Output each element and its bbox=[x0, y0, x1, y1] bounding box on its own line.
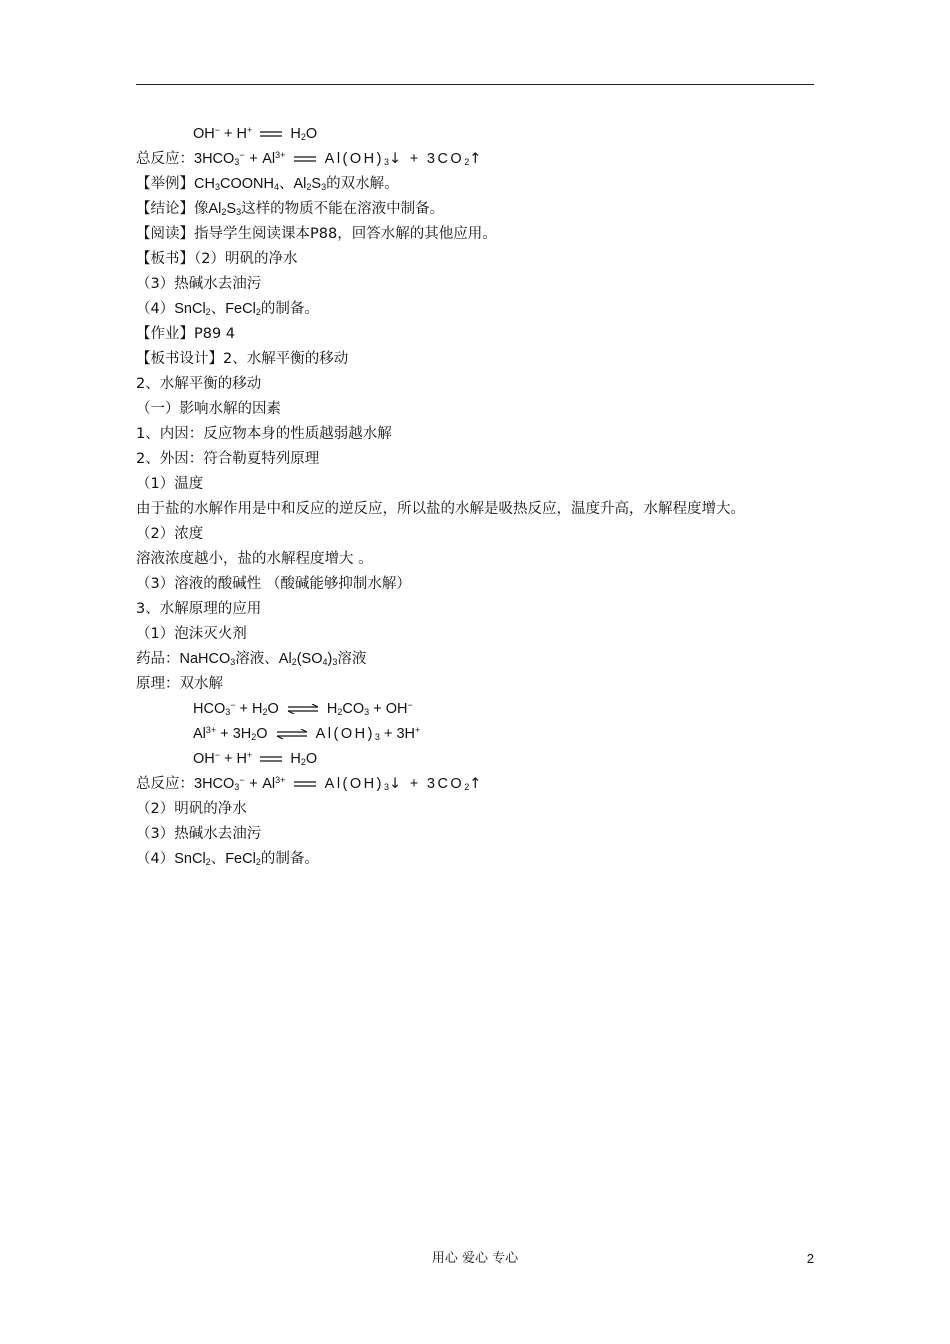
preparation-line: （4）SnCl$_2$、FeCl$_2$的制备。 bbox=[136, 301, 319, 317]
principle-line: 原理：双水解 bbox=[136, 676, 223, 692]
equation-neutralization: OH− + H+ $H_2O$ bbox=[193, 125, 318, 142]
board-design-line: 【板书设计】2、水解平衡的移动 bbox=[136, 351, 349, 367]
homework-line: 【作业】P89 4 bbox=[136, 326, 236, 342]
equals-sign-icon bbox=[260, 755, 282, 763]
hot-alkali-line: （3）热碱水去油污 bbox=[136, 276, 262, 292]
equals-sign-icon bbox=[260, 130, 282, 138]
subsection-heading: （一）影响水解的因素 bbox=[136, 401, 281, 417]
hot-alkali-line-2: （3）热碱水去油污 bbox=[136, 826, 262, 842]
internal-factor-line: 1、内因：反应物本身的性质越弱越水解 bbox=[136, 426, 392, 442]
alum-line: （2）明矾的净水 bbox=[136, 801, 247, 817]
equation-total-reaction-2: 总反应：$3HCO_3^- + Al^{3+}$ $Al(OH)_3↓$ + $3CO_2↑$ bbox=[136, 775, 482, 792]
equation-total-reaction: 总反应：$3HCO_3^- + Al^{3+}$ $Al(OH)_3↓$ + $3CO_2↑$ bbox=[136, 150, 482, 167]
footer-motto: 用心 爱心 专心 bbox=[431, 1251, 519, 1266]
equation-neutralization-2: OH− + H+ $H_2O$ bbox=[193, 750, 318, 767]
temperature-heading: （1）温度 bbox=[136, 476, 204, 492]
acidity-line: （3）溶液的酸碱性 （酸碱能够抑制水解） bbox=[136, 576, 411, 592]
blackboard-alum-line: 【板书】（2）明矾的净水 bbox=[136, 251, 298, 267]
external-factor-line: 2、外因：符合勒夏特列原理 bbox=[136, 451, 320, 467]
equation-bicarbonate-hydrolysis: $HCO_3^- + H_2O$ $H_2CO_3 + OH^-$ bbox=[193, 700, 413, 717]
reagents-line: 药品：NaHCO$_3$溶液、$Al_2(SO_4)_3$溶液 bbox=[136, 651, 367, 667]
example-line: 【举例】$CH_3COONH_4$、$Al_2S_3$的双水解。 bbox=[136, 176, 399, 192]
equals-sign-icon bbox=[294, 780, 316, 788]
equilibrium-arrow-icon bbox=[276, 729, 308, 739]
conclusion-line: 【结论】像$Al_2S_3$这样的物质不能在溶液中制备。 bbox=[136, 201, 445, 217]
header-rule bbox=[136, 84, 814, 85]
temperature-text: 由于盐的水解作用是中和反应的逆反应，所以盐的水解是吸热反应，温度升高，水解程度增大。 bbox=[136, 501, 745, 517]
equals-sign-icon bbox=[294, 155, 316, 163]
preparation-line-2: （4）SnCl$_2$、FeCl$_2$的制备。 bbox=[136, 851, 319, 867]
section-heading: 2、水解平衡的移动 bbox=[136, 376, 262, 392]
reading-line: 【阅读】指导学生阅读课本P88，回答水解的其他应用。 bbox=[136, 226, 497, 242]
equation-aluminium-hydrolysis: $Al^{3+} + 3H_2O$ $Al(OH)_3 + 3H^+$ bbox=[193, 725, 421, 742]
concentration-heading: （2）浓度 bbox=[136, 526, 204, 542]
document-body bbox=[136, 122, 826, 872]
concentration-text: 溶液浓度越小，盐的水解程度增大 。 bbox=[136, 551, 373, 567]
foam-extinguisher-heading: （1）泡沫灭火剂 bbox=[136, 626, 247, 642]
equilibrium-arrow-icon bbox=[287, 704, 319, 714]
application-heading: 3、水解原理的应用 bbox=[136, 601, 262, 617]
page-number: 2 bbox=[806, 1251, 814, 1266]
